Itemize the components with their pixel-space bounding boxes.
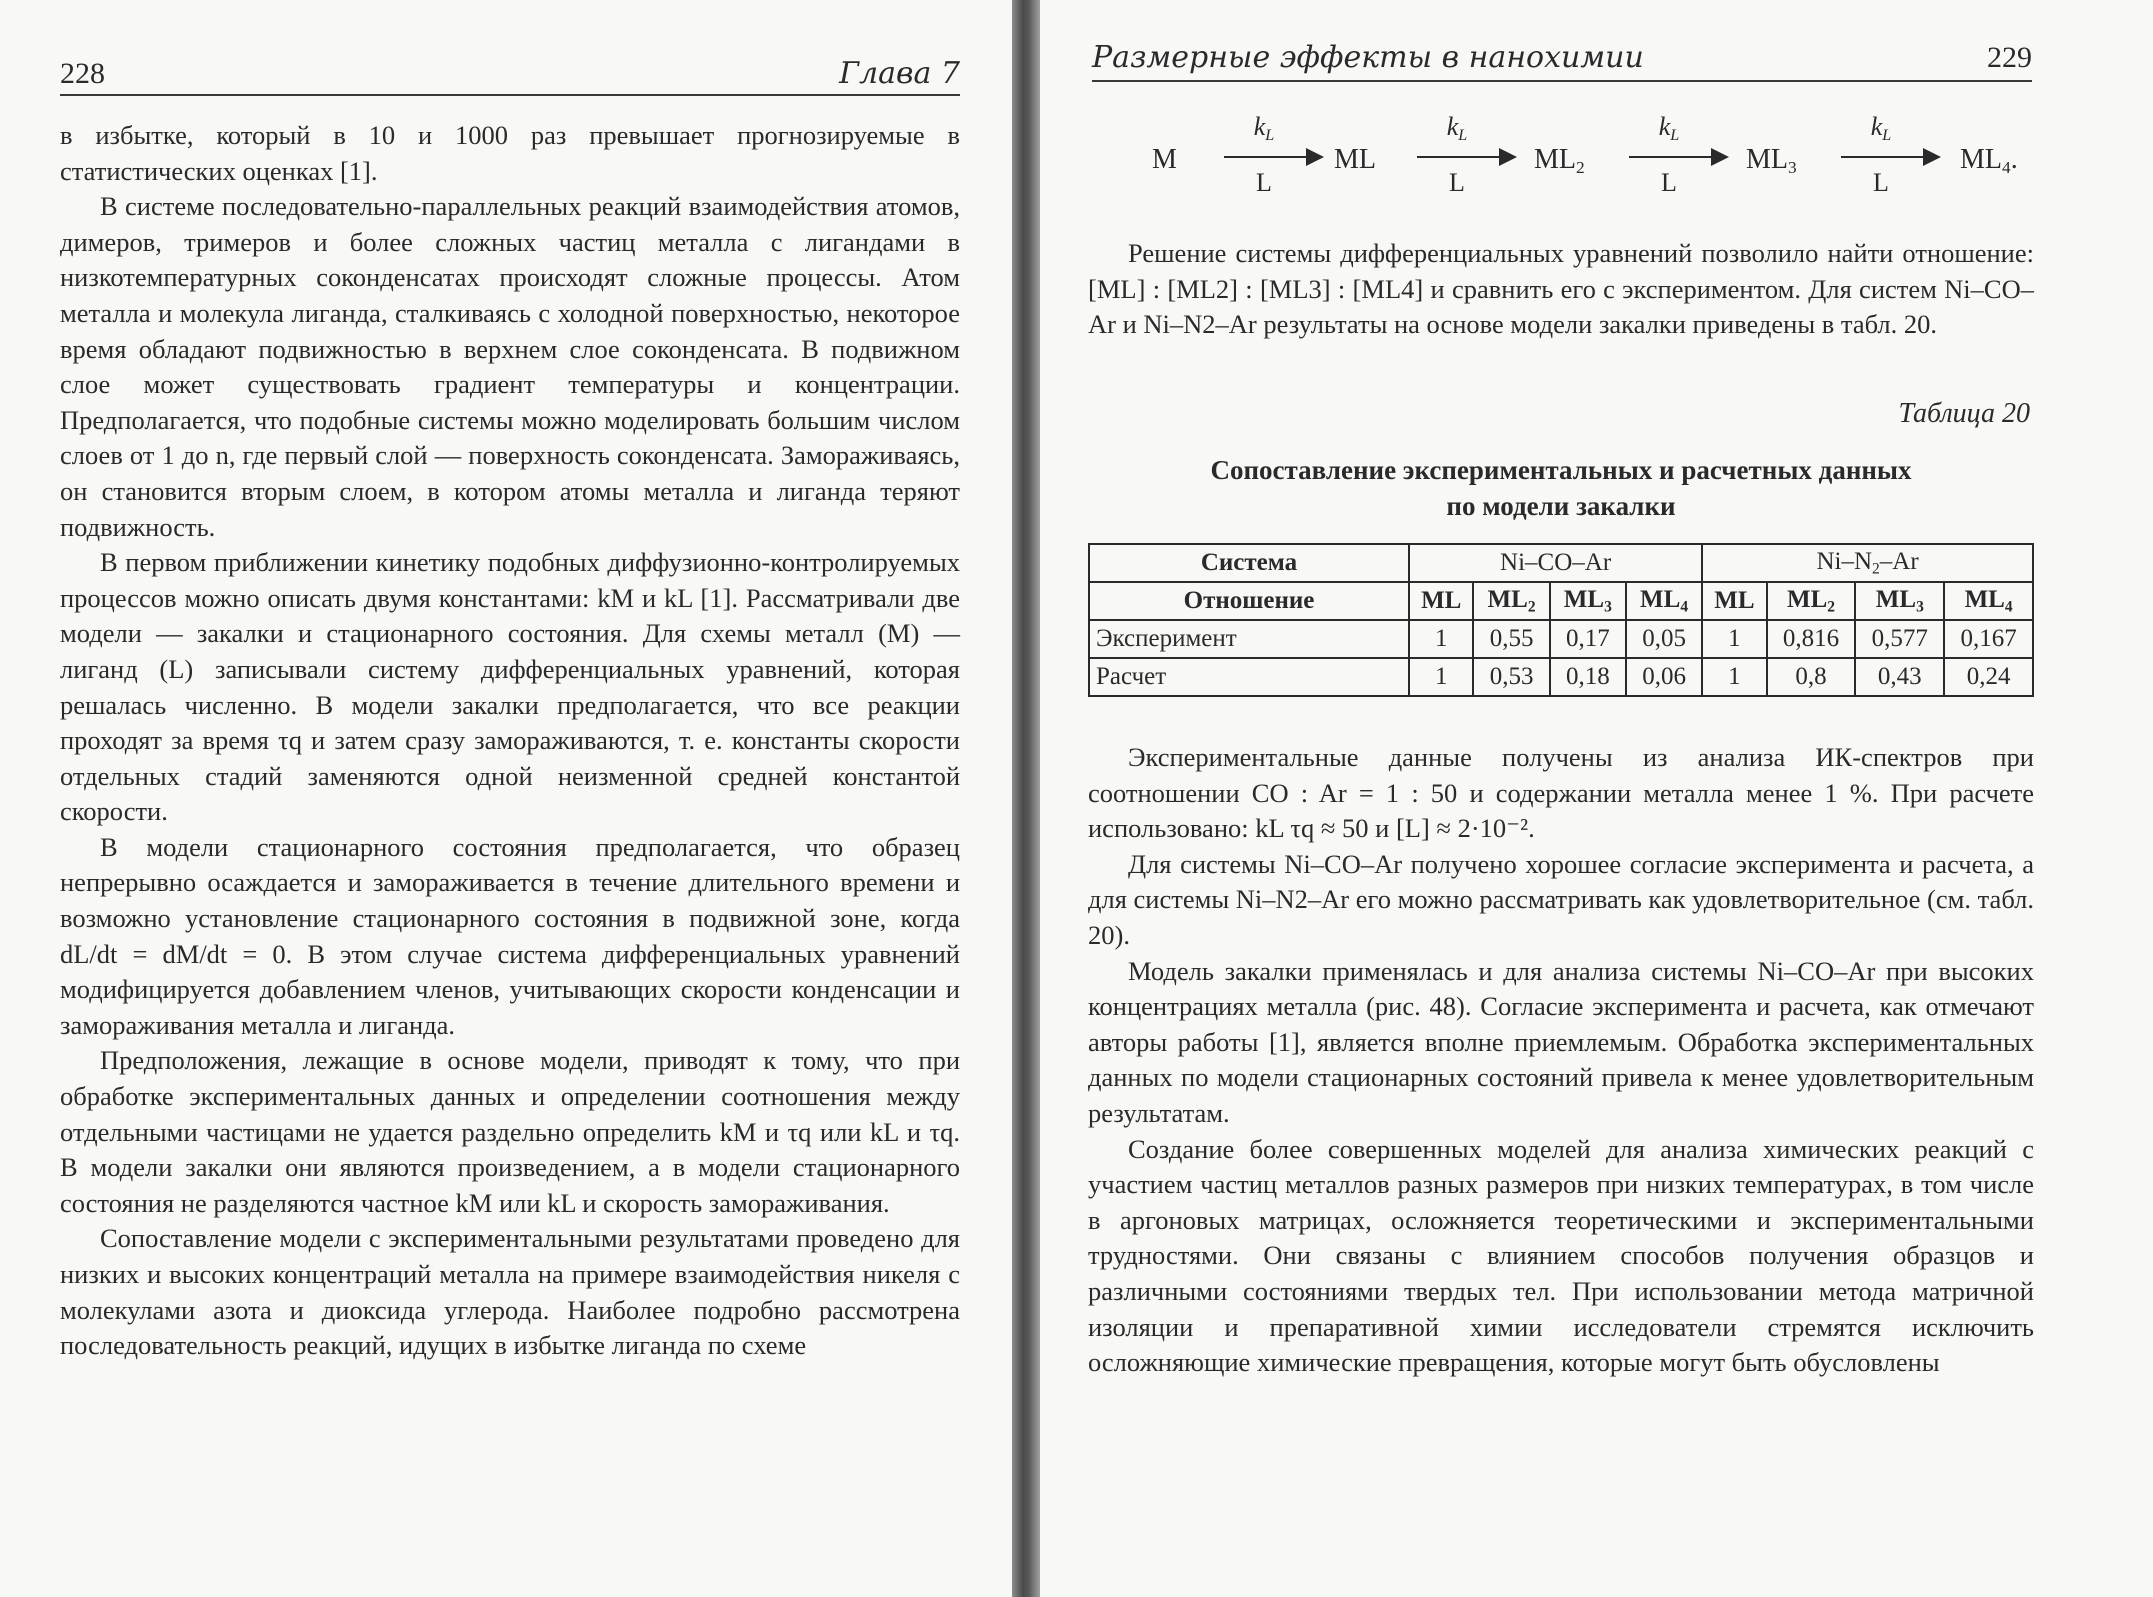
- scheme-species: M: [1152, 144, 1177, 175]
- table-cell: 0,53: [1473, 658, 1549, 696]
- page-number: 228: [60, 57, 105, 90]
- table-caption: Таблица 20: [1898, 398, 2030, 429]
- paragraph: Для системы Ni–CO–Ar получено хорошее согласие эксперимента и расчета, а для системы Ni–N2–Ar его можно рассматривать как удовлетворительное (см. табл. 20).: [1088, 848, 2034, 950]
- reaction-arrow: [1629, 112, 1729, 197]
- table-column-header: ML: [1702, 582, 1766, 620]
- paragraph: Создание более совершенных моделей для анализа химических реакций с участием частиц металлов разных размеров при низких температурах, в том числе в аргоновых матрицах, осложняется теоретическими и экспериментальными трудностями. Они связаны с влиянием способов получения образцов и различными состояниями твердых тел. При использовании метода матричной изоляции и препаративной химии исследователи стремятся исключить осложняющие химические превращения, которые могут быть обусловлены: [1088, 1133, 2034, 1378]
- paragraph: В первом приближении кинетику подобных диффузионно-контролируемых процессов можно описать двумя константами: kM и kL [1]. Рассматривали две модели — закалки и стационарного состояния. Для схемы металл (M) — лиганд (L) записывали систему дифференциальных уравнений, которая решалась численно. В модели закалки предполагается, что все реакции проходят за время τq и затем сразу замораживаются, т. е. константы скорости отдельных стадий заменяются одной неизменной средней константой скорости.: [60, 547, 960, 827]
- paragraph: В системе последовательно-параллельных реакций взаимодействия атомов, димеров, тримеров и более сложных частиц металла с лигандами в низкотемпературных соконденсатах происходят сложные процессы. Атом металла и молекула лиганда, сталкиваясь с холодной поверхностью, некоторое время обладают подвижностью в верхнем слое соконденсата. В подвижном слое может существовать градиент температуры и концентрации. Предполагается, что подобные системы можно моделировать большим числом слоев от 1 до n, где первый слой — поверхность соконденсата. Замораживаясь, он становится вторым слоем, в котором атомы металла и лиганда теряют подвижность.: [60, 191, 960, 542]
- header-rule: [1092, 80, 2032, 82]
- table-column-header: $ML_4$: [1944, 582, 2033, 620]
- row-label: Эксперимент: [1089, 620, 1409, 658]
- right-intro-text: [1088, 236, 2034, 343]
- right-body-text: [1088, 740, 2034, 1381]
- table-cell: 1: [1409, 658, 1473, 696]
- right-running-head: [1092, 40, 2032, 80]
- scheme-species: ML: [1334, 144, 1376, 175]
- ligand-label: L: [1449, 168, 1465, 197]
- scheme-species: $ML_2$: [1534, 144, 1585, 178]
- header-rule: [60, 94, 960, 96]
- paragraph: Модель закалки применялась и для анализа системы Ni–CO–Ar при высоких концентрациях металла (рис. 48). Согласие эксперимента и расчета, как отмечают авторы работы [1], является вполне приемлемым. Обработка экспериментальных данных по модели стационарных состояний привела к менее удовлетворительным результатам.: [1088, 955, 2034, 1128]
- table-title-line: Сопоставление экспериментальных и расчетных данных: [1210, 455, 1912, 485]
- reaction-arrow: [1841, 112, 1941, 197]
- running-title: Глава 7: [839, 56, 960, 91]
- book-spine: [1012, 0, 1040, 1597]
- table-cell: 1: [1702, 658, 1766, 696]
- table-cell: 0,816: [1767, 620, 1856, 658]
- ligand-label: L: [1256, 168, 1272, 197]
- scheme-species: $ML_4$.: [1960, 144, 2018, 178]
- paragraph: Экспериментальные данные получены из анализа ИК-спектров при соотношении CO : Ar = 1 : 50 и содержании металла менее 1 %. При расчете использовано: kL τq ≈ 50 и [L] ≈ 2·10⁻².: [1088, 742, 2034, 844]
- page-number: 229: [1987, 41, 2032, 74]
- table-header-group: Ni–CO–Ar: [1409, 544, 1702, 582]
- table-cell: 0,55: [1473, 620, 1549, 658]
- reaction-arrow: [1224, 112, 1324, 197]
- paragraph: Предположения, лежащие в основе модели, приводят к тому, что при обработке экспериментальных данных и определении соотношения между отдельными частицами не удается раздельно определить kM и τq или kL и τq. В модели закалки они являются произведением, а в модели стационарного состояния не разделяются частное kM или kL и скорость замораживания.: [60, 1045, 960, 1218]
- table-header-group: $Ni-N_2-Ar$: [1702, 544, 2033, 582]
- table-cell: 0,167: [1944, 620, 2033, 658]
- table-cell: 0,24: [1944, 658, 2033, 696]
- table-column-header: $ML_2$: [1473, 582, 1549, 620]
- scheme-species: $ML_3$: [1746, 144, 1797, 178]
- paragraph: Сопоставление модели с экспериментальными результатами проведено для низких и высоких концентраций металла на примере взаимодействия никеля с молекулами азота и диоксида углерода. Наиболее подробно рассмотрена последовательность реакций, идущих в избытке лиганда по схеме: [60, 1223, 960, 1361]
- ligand-label: L: [1873, 168, 1889, 197]
- left-page: [0, 0, 1012, 1597]
- table-cell: 0,577: [1855, 620, 1944, 658]
- ligand-label: L: [1661, 168, 1677, 197]
- left-running-head: [60, 56, 960, 96]
- reaction-scheme: [1112, 100, 2042, 197]
- table-column-header: $ML_3$: [1855, 582, 1944, 620]
- table-column-header: $ML_2$: [1767, 582, 1856, 620]
- table-row: [1089, 658, 2033, 696]
- table-column-header: ML: [1409, 582, 1473, 620]
- table-title: [1088, 452, 2034, 524]
- table-header-ratio: Отношение: [1089, 582, 1409, 620]
- table-cell: 0,18: [1550, 658, 1626, 696]
- row-label: Расчет: [1089, 658, 1409, 696]
- table-cell: 0,43: [1855, 658, 1944, 696]
- table-cell: 0,06: [1626, 658, 1702, 696]
- table-cell: 0,05: [1626, 620, 1702, 658]
- reaction-arrow: [1417, 112, 1517, 197]
- paragraph: Решение системы дифференциальных уравнений позволило найти отношение: [ML] : [ML2] : [ML3] : [ML4] и сравнить его с экспериментом. Для систем Ni–CO–Ar и Ni–N2–Ar результаты на основе модели закалки приведены в табл. 20.: [1088, 238, 2034, 340]
- left-body-text: [60, 118, 960, 1364]
- table-column-header: $ML_3$: [1550, 582, 1626, 620]
- table-column-header: $ML_4$: [1626, 582, 1702, 620]
- right-page: [1040, 0, 2153, 1597]
- rate-constant-label: $k_L$: [1253, 112, 1275, 144]
- table-row: [1089, 620, 2033, 658]
- table-cell: 0,8: [1767, 658, 1856, 696]
- running-title: Размерные эффекты в нанохимии: [1092, 40, 1644, 75]
- table-cell: 1: [1702, 620, 1766, 658]
- rate-constant-label: $k_L$: [1658, 112, 1680, 144]
- rate-constant-label: $k_L$: [1870, 112, 1892, 144]
- table-title-line: по модели закалки: [1446, 491, 1676, 521]
- paragraph: в избытке, который в 10 и 1000 раз превышает прогнозируемые в статистических оценках [1].: [60, 120, 960, 186]
- data-table: [1088, 543, 2034, 697]
- rate-constant-label: $k_L$: [1446, 112, 1468, 144]
- table-header-system: Система: [1089, 544, 1409, 582]
- paragraph: В модели стационарного состояния предполагается, что образец непрерывно осаждается и замораживается в течение длительного времени и возможно установление стационарного состояния в подвижной зоне, когда dL/dt = dM/dt = 0. В этом случае система дифференциальных уравнений модифицируется добавлением членов, учитывающих скорости конденсации и замораживания металла и лиганда.: [60, 831, 960, 1040]
- table-cell: 0,17: [1550, 620, 1626, 658]
- table-cell: 1: [1409, 620, 1473, 658]
